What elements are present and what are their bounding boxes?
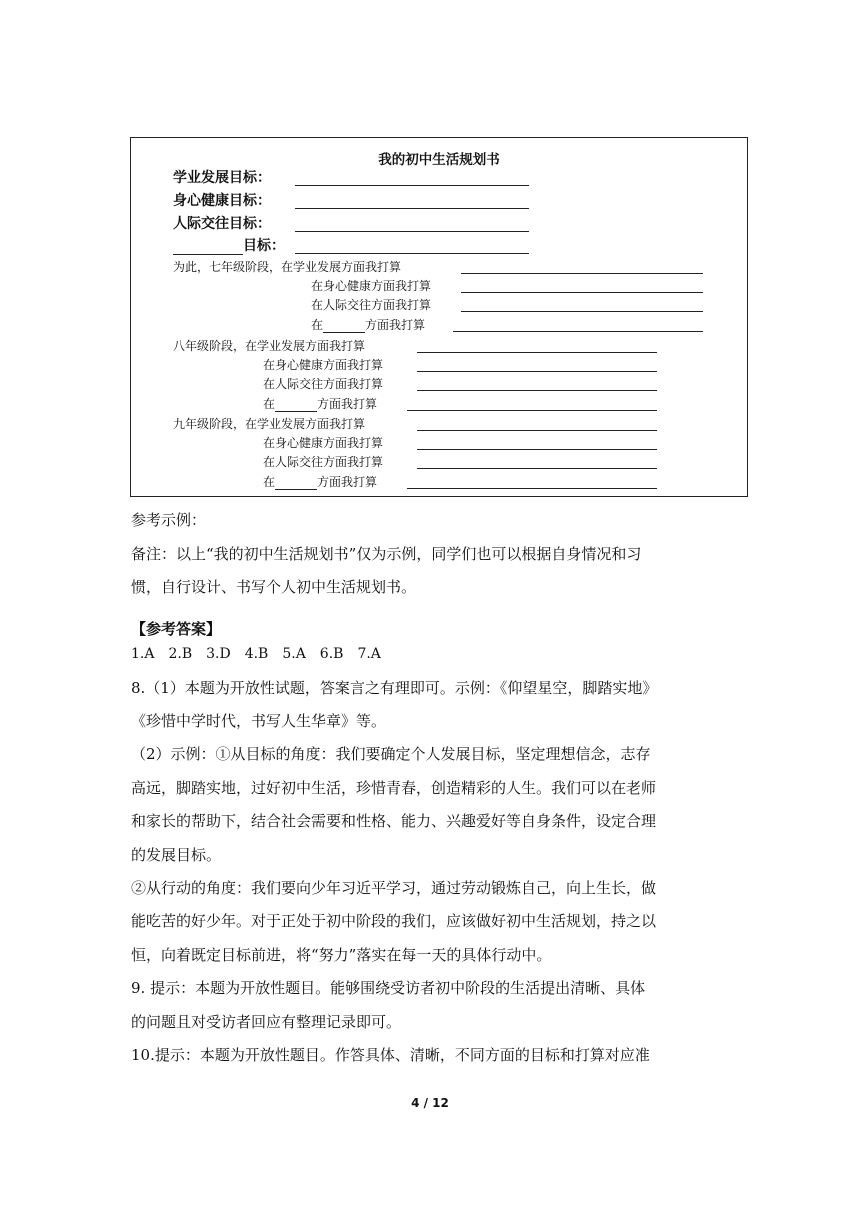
answer-line: 1.A 2.B 3.D 4.B 5.A 6.B 7.A xyxy=(131,646,381,662)
grade7-line xyxy=(461,311,703,312)
goal-custom-line xyxy=(295,253,529,254)
goal-academic-label: 学业发展目标： xyxy=(173,170,271,186)
grade7-line xyxy=(453,331,703,332)
answer-line: 的发展目标。 xyxy=(131,846,222,864)
grade9-row-health: 在身心健康方面我打算 xyxy=(263,436,384,450)
grade9-row-custom: 在 方面我打算 xyxy=(263,475,378,489)
answer-line: 高远，脚踏实地，过好初中生活，珍惜青春，创造精彩的人生。我们可以在老师 xyxy=(131,779,657,797)
grade9-row-academic: 九年级阶段，在学业发展方面我打算 xyxy=(173,417,366,431)
answer-line: 和家长的帮助下，结合社会需要和性格、能力、兴趣爱好等自身条件，设定合理 xyxy=(131,812,657,830)
note-line: 惯，自行设计、书写个人初中生活规划书。 xyxy=(131,578,417,596)
answer-line: 恒，向着既定目标前进，将“努力”落实在每一天的具体行动中。 xyxy=(131,946,552,964)
grade9-row-social: 在人际交往方面我打算 xyxy=(263,455,384,469)
goal-custom-blank xyxy=(173,240,243,255)
grade8-line xyxy=(407,410,657,411)
answer-line: 能吃苦的好少年。对于正处于初中阶段的我们，应该做好初中生活规划，持之以 xyxy=(131,912,657,930)
goal-custom-label: 目标： xyxy=(173,237,285,255)
grade8-line xyxy=(417,371,657,372)
grade8-row-health: 在身心健康方面我打算 xyxy=(263,358,384,372)
grade8-row-social: 在人际交往方面我打算 xyxy=(263,377,384,391)
example-label: 参考示例： xyxy=(131,511,207,529)
grade9-line xyxy=(417,468,657,469)
plan-form-box xyxy=(130,137,748,497)
answer-line: 《珍惜中学时代，书写人生华章》等。 xyxy=(131,712,387,730)
note-line: 备注：以上“我的初中生活规划书”仅为示例，同学们也可以根据自身情况和习 xyxy=(131,545,642,563)
page-number: 4 / 12 xyxy=(411,1096,449,1110)
plan-title: 我的初中生活规划书 xyxy=(378,152,500,168)
grade9-line xyxy=(417,449,657,450)
grade7-row-social: 在人际交往方面我打算 xyxy=(311,298,432,312)
answers-heading: 【参考答案】 xyxy=(131,620,222,638)
grade7-line xyxy=(461,273,703,274)
goal-health-label: 身心健康目标： xyxy=(173,193,271,209)
goal-social-label: 人际交往目标： xyxy=(173,216,271,232)
goal-health-line xyxy=(295,208,529,209)
goal-academic-line xyxy=(295,185,529,186)
grade8-row-custom: 在 方面我打算 xyxy=(263,397,378,411)
goal-social-line xyxy=(295,231,529,232)
grade8-row-academic: 八年级阶段，在学业发展方面我打算 xyxy=(173,339,366,353)
answer-line: 9. 提示：本题为开放性题目。能够围绕受访者初中阶段的生活提出清晰、具体 xyxy=(131,979,646,997)
grade7-line xyxy=(461,292,703,293)
answer-line: （2）示例：①从目标的角度：我们要确定个人发展目标，坚定理想信念，志存 xyxy=(131,745,651,763)
grade8-line xyxy=(417,352,657,353)
answer-line: ②从行动的角度：我们要向少年习近平学习，通过劳动锻炼自己，向上生长，做 xyxy=(131,879,657,897)
grade7-row-health: 在身心健康方面我打算 xyxy=(311,279,432,293)
grade9-line xyxy=(407,488,657,489)
grade8-line xyxy=(417,390,657,391)
answer-line: 10.提示：本题为开放性题目。作答具体、清晰，不同方面的目标和打算对应准 xyxy=(131,1046,650,1064)
answer-line: 的问题且对受访者回应有整理记录即可。 xyxy=(131,1013,402,1031)
answer-line: 8.（1）本题为开放性试题，答案言之有理即可。示例：《仰望星空，脚踏实地》 xyxy=(131,679,658,697)
grade7-row-academic: 为此，七年级阶段，在学业发展方面我打算 xyxy=(173,260,402,274)
grade7-row-custom: 在 方面我打算 xyxy=(311,318,426,332)
grade9-line xyxy=(417,430,657,431)
